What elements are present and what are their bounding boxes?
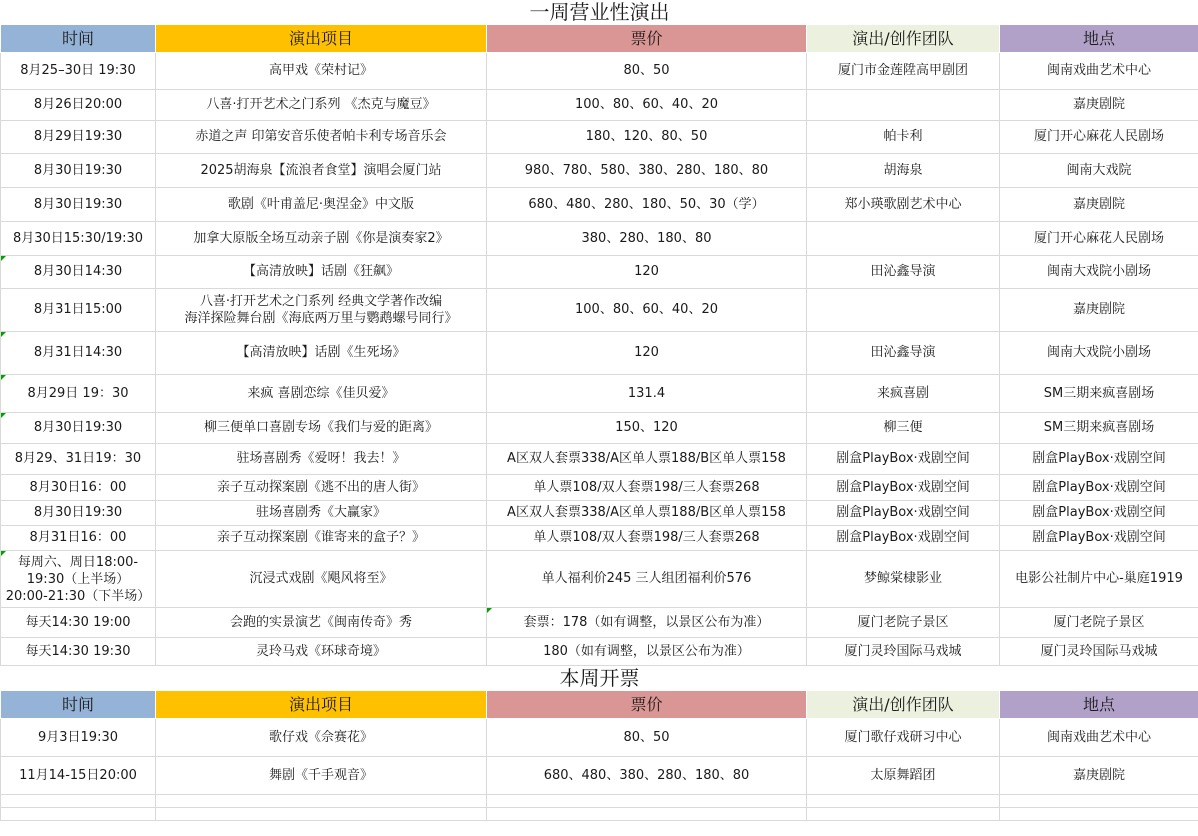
cell-price[interactable]: 120 xyxy=(487,256,807,289)
cell-team[interactable]: 来疯喜剧 xyxy=(807,375,1000,413)
header-program[interactable]: 演出项目 xyxy=(156,25,487,53)
cell-venue[interactable]: 厦门灵玲国际马戏城 xyxy=(1000,638,1198,666)
empty-cell[interactable] xyxy=(156,808,487,821)
cell-time[interactable]: 每周六、周日18:00- 19:30（上半场） 20:00-21:30（下半场） xyxy=(1,551,156,608)
cell-venue[interactable]: 嘉庚剧院 xyxy=(1000,90,1198,121)
cell-program[interactable]: 八喜·打开艺术之门系列 《杰克与魔豆》 xyxy=(156,90,487,121)
table-row xyxy=(1,638,1198,666)
cell-team[interactable]: 太原舞蹈团 xyxy=(807,757,1000,795)
table-row xyxy=(1,413,1198,444)
table-row xyxy=(1,332,1198,375)
table-row xyxy=(1,526,1198,551)
cell-venue[interactable]: 剧盒PlayBox·戏剧空间 xyxy=(1000,444,1198,475)
cell-program[interactable]: 灵玲马戏《环球奇境》 xyxy=(156,638,487,666)
table-row xyxy=(1,475,1198,501)
cell-team[interactable]: 剧盒PlayBox·戏剧空间 xyxy=(807,526,1000,551)
weekly-rows xyxy=(1,53,1198,666)
cell-price[interactable]: 150、120 xyxy=(487,413,807,444)
cell-time[interactable]: 8月30日19:30 xyxy=(1,188,156,222)
cell-price[interactable]: 380、280、180、80 xyxy=(487,222,807,256)
cell-program[interactable]: 沉浸式戏剧《飓风将至》 xyxy=(156,551,487,608)
cell-time[interactable]: 8月29日 19：30 xyxy=(1,375,156,413)
cell-program[interactable]: 歌剧《叶甫盖尼·奥涅金》中文版 xyxy=(156,188,487,222)
cell-venue[interactable]: 厦门老院子景区 xyxy=(1000,608,1198,638)
table-row xyxy=(1,256,1198,289)
cell-price[interactable]: 套票：178（如有调整，以景区公布为准） xyxy=(487,608,807,638)
table-row xyxy=(1,501,1198,526)
cell-price[interactable]: 单人福利价245 三人组团福利价576 xyxy=(487,551,807,608)
cell-team[interactable]: 厦门歌仔戏研习中心 xyxy=(807,719,1000,757)
empty-cell[interactable] xyxy=(1,795,156,808)
table-row xyxy=(1,719,1198,757)
cell-program[interactable]: 【高清放映】话剧《生死场》 xyxy=(156,332,487,375)
cell-team[interactable]: 厦门市金莲陞高甲剧团 xyxy=(807,53,1000,90)
empty-cell[interactable] xyxy=(487,808,807,821)
header-venue[interactable]: 地点 xyxy=(1000,691,1198,719)
cell-program[interactable]: 来疯 喜剧恋综《佳贝爱》 xyxy=(156,375,487,413)
cell-time[interactable]: 8月29、31日19：30 xyxy=(1,444,156,475)
cell-venue[interactable]: SM三期来疯喜剧场 xyxy=(1000,413,1198,444)
header-time[interactable]: 时间 xyxy=(1,25,156,53)
title-row xyxy=(1,0,1198,25)
empty-cell[interactable] xyxy=(1000,808,1198,821)
empty-cell[interactable] xyxy=(1,808,156,821)
cell-team[interactable] xyxy=(807,289,1000,332)
table-row xyxy=(1,608,1198,638)
cell-team[interactable]: 田沁鑫导演 xyxy=(807,332,1000,375)
cell-price[interactable]: 单人票108/双人套票198/三人套票268 xyxy=(487,475,807,501)
cell-program[interactable]: 会跑的实景演艺《闽南传奇》秀 xyxy=(156,608,487,638)
cell-program[interactable]: 高甲戏《荣村记》 xyxy=(156,53,487,90)
table-row xyxy=(1,188,1198,222)
header-team[interactable]: 演出/创作团队 xyxy=(807,691,1000,719)
cell-time[interactable]: 8月31日14:30 xyxy=(1,332,156,375)
table-row xyxy=(1,121,1198,154)
cell-venue[interactable]: 剧盒PlayBox·戏剧空间 xyxy=(1000,501,1198,526)
empty-row xyxy=(1,795,1198,808)
cell-time[interactable]: 8月31日16：00 xyxy=(1,526,156,551)
cell-venue[interactable]: 闽南戏曲艺术中心 xyxy=(1000,719,1198,757)
cell-price[interactable]: 80、50 xyxy=(487,719,807,757)
cell-price[interactable]: 120 xyxy=(487,332,807,375)
cell-price[interactable]: 980、780、580、380、280、180、80 xyxy=(487,154,807,188)
cell-team[interactable]: 田沁鑫导演 xyxy=(807,256,1000,289)
cell-venue[interactable]: 电影公社制片中心-巢庭1919 xyxy=(1000,551,1198,608)
cell-time[interactable]: 8月30日14:30 xyxy=(1,256,156,289)
cell-price[interactable]: 180、120、80、50 xyxy=(487,121,807,154)
empty-cell[interactable] xyxy=(807,795,1000,808)
cell-program[interactable]: 赤道之声 印第安音乐使者帕卡利专场音乐会 xyxy=(156,121,487,154)
section-title-opening: 本周开票 xyxy=(559,666,640,690)
cell-price[interactable]: A区双人套票338/A区单人票188/B区单人票158 xyxy=(487,501,807,526)
cell-time[interactable]: 每天14:30 19:00 xyxy=(1,608,156,638)
cell-price[interactable]: 100、80、60、40、20 xyxy=(487,90,807,121)
cell-team[interactable]: 厦门灵玲国际马戏城 xyxy=(807,638,1000,666)
empty-cell[interactable] xyxy=(1000,795,1198,808)
header-row xyxy=(1,25,1198,53)
header-venue[interactable]: 地点 xyxy=(1000,25,1198,53)
cell-venue[interactable]: 闽南大戏院小剧场 xyxy=(1000,256,1198,289)
cell-time[interactable]: 8月31日15:00 xyxy=(1,289,156,332)
cell-team[interactable]: 剧盒PlayBox·戏剧空间 xyxy=(807,501,1000,526)
table-row xyxy=(1,154,1198,188)
cell-program[interactable]: 驻场喜剧秀《爱呀！我去！》 xyxy=(156,444,487,475)
cell-venue[interactable]: 厦门开心麻花人民剧场 xyxy=(1000,121,1198,154)
cell-venue[interactable]: 闽南大戏院 xyxy=(1000,154,1198,188)
empty-cell[interactable] xyxy=(807,808,1000,821)
empty-cell[interactable] xyxy=(156,795,487,808)
table-row xyxy=(1,53,1198,90)
cell-team[interactable] xyxy=(807,222,1000,256)
cell-team[interactable]: 梦鲸棠棣影业 xyxy=(807,551,1000,608)
cell-venue[interactable]: 嘉庚剧院 xyxy=(1000,757,1198,795)
cell-program[interactable]: 2025胡海泉【流浪者食堂】演唱会厦门站 xyxy=(156,154,487,188)
table-row xyxy=(1,289,1198,332)
cell-time[interactable]: 9月3日19:30 xyxy=(1,719,156,757)
cell-program[interactable]: 柳三便单口喜剧专场《我们与爱的距离》 xyxy=(156,413,487,444)
cell-venue[interactable]: 闽南大戏院小剧场 xyxy=(1000,332,1198,375)
cell-team[interactable]: 帕卡利 xyxy=(807,121,1000,154)
cell-price[interactable]: 131.4 xyxy=(487,375,807,413)
opening-rows xyxy=(1,719,1198,795)
cell-program[interactable]: 亲子互动探案剧《谁寄来的盒子？》 xyxy=(156,526,487,551)
table-row xyxy=(1,757,1198,795)
cell-time[interactable]: 8月30日19:30 xyxy=(1,154,156,188)
table-row xyxy=(1,222,1198,256)
cell-price[interactable]: 单人票108/双人套票198/三人套票268 xyxy=(487,526,807,551)
cell-venue[interactable]: 剧盒PlayBox·戏剧空间 xyxy=(1000,526,1198,551)
cell-time[interactable]: 11月14-15日20:00 xyxy=(1,757,156,795)
cell-team[interactable]: 剧盒PlayBox·戏剧空间 xyxy=(807,475,1000,501)
cell-program[interactable]: 【高清放映】话剧《狂飙》 xyxy=(156,256,487,289)
table-row xyxy=(1,444,1198,475)
cell-venue[interactable]: 闽南戏曲艺术中心 xyxy=(1000,53,1198,90)
cell-time[interactable]: 8月30日15:30/19:30 xyxy=(1,222,156,256)
section-title-weekly: 一周营业性演出 xyxy=(529,0,670,24)
cell-price[interactable]: 100、80、60、40、20 xyxy=(487,289,807,332)
cell-price[interactable]: 180（如有调整，以景区公布为准） xyxy=(487,638,807,666)
cell-price[interactable]: 80、50 xyxy=(487,53,807,90)
header-price[interactable]: 票价 xyxy=(487,691,807,719)
cell-team[interactable] xyxy=(807,90,1000,121)
table-row xyxy=(1,375,1198,413)
cell-team[interactable]: 胡海泉 xyxy=(807,154,1000,188)
empty-cell[interactable] xyxy=(487,795,807,808)
table-row xyxy=(1,90,1198,121)
cell-venue[interactable]: SM三期来疯喜剧场 xyxy=(1000,375,1198,413)
empty-row xyxy=(1,808,1198,821)
header-team[interactable]: 演出/创作团队 xyxy=(807,25,1000,53)
title-row xyxy=(1,666,1198,691)
cell-team[interactable]: 厦门老院子景区 xyxy=(807,608,1000,638)
cell-time[interactable]: 每天14:30 19:30 xyxy=(1,638,156,666)
cell-venue[interactable]: 嘉庚剧院 xyxy=(1000,289,1198,332)
header-time[interactable]: 时间 xyxy=(1,691,156,719)
header-price[interactable]: 票价 xyxy=(487,25,807,53)
cell-price[interactable]: 680、480、380、280、180、80 xyxy=(487,757,807,795)
cell-team[interactable]: 剧盒PlayBox·戏剧空间 xyxy=(807,444,1000,475)
header-program[interactable]: 演出项目 xyxy=(156,691,487,719)
cell-price[interactable]: A区双人套票338/A区单人票188/B区单人票158 xyxy=(487,444,807,475)
cell-time[interactable]: 8月25–30日 19:30 xyxy=(1,53,156,90)
cell-time[interactable]: 8月26日20:00 xyxy=(1,90,156,121)
cell-program[interactable]: 驻场喜剧秀《大赢家》 xyxy=(156,501,487,526)
cell-program[interactable]: 歌仔戏《佘赛花》 xyxy=(156,719,487,757)
cell-venue[interactable]: 嘉庚剧院 xyxy=(1000,188,1198,222)
cell-venue[interactable]: 剧盒PlayBox·戏剧空间 xyxy=(1000,475,1198,501)
cell-price[interactable]: 680、480、280、180、50、30（学） xyxy=(487,188,807,222)
cell-time[interactable]: 8月30日19:30 xyxy=(1,501,156,526)
header-row xyxy=(1,691,1198,719)
cell-program[interactable]: 加拿大原版全场互动亲子剧《你是演奏家2》 xyxy=(156,222,487,256)
cell-team[interactable]: 柳三便 xyxy=(807,413,1000,444)
cell-program[interactable]: 八喜·打开艺术之门系列 经典文学著作改编 海洋探险舞台剧《海底两万里与鹦鹉螺号同行》 xyxy=(156,289,487,332)
table-row xyxy=(1,551,1198,608)
cell-time[interactable]: 8月30日19:30 xyxy=(1,413,156,444)
cell-team[interactable]: 郑小瑛歌剧艺术中心 xyxy=(807,188,1000,222)
cell-program[interactable]: 亲子互动探案剧《逃不出的唐人街》 xyxy=(156,475,487,501)
cell-time[interactable]: 8月30日16：00 xyxy=(1,475,156,501)
cell-time[interactable]: 8月29日19:30 xyxy=(1,121,156,154)
cell-venue[interactable]: 厦门开心麻花人民剧场 xyxy=(1000,222,1198,256)
cell-program[interactable]: 舞剧《千手观音》 xyxy=(156,757,487,795)
